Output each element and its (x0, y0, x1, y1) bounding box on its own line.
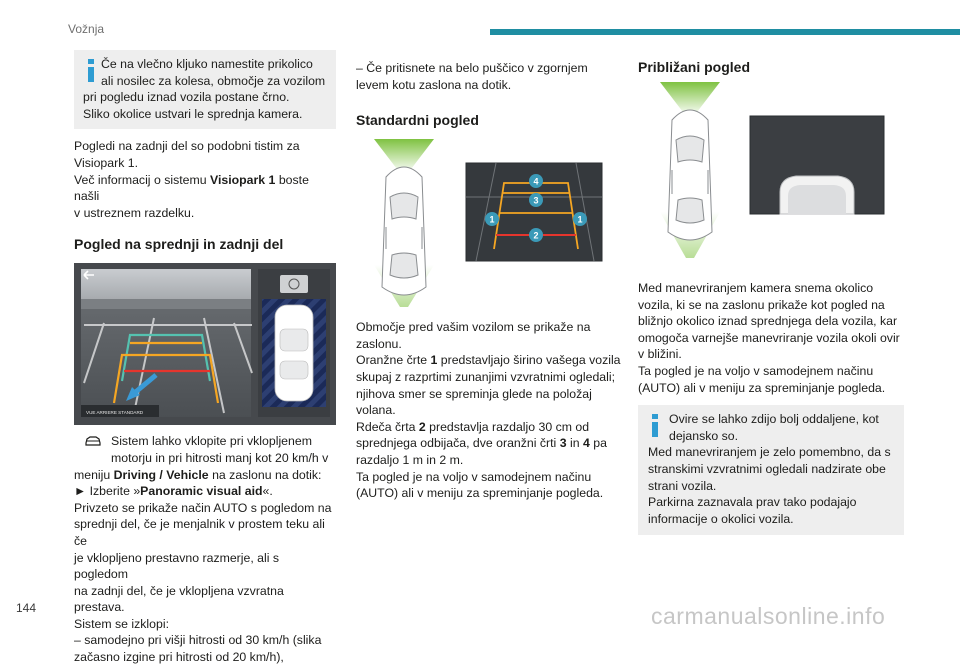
paragraph-line: v ustreznem razdelku. (74, 205, 195, 220)
paragraph-line: Rdeča črta 2 predstavlja razdaljo 30 cm od (356, 419, 590, 434)
photo-caption: VUE ARRIERE STANDARD (86, 410, 144, 416)
camera-photo-front-rear (74, 263, 336, 425)
paragraph-line: je vklopljeno prestavno razmerje, ali s pogledom (74, 550, 280, 582)
paragraph-line: skupaj z razprtimi zunanjimi vzvratnimi ogledali; (356, 369, 616, 384)
paragraph-line: Sistem se izklopi: (74, 616, 169, 631)
activation-text (74, 433, 336, 450)
paragraph-line: Pogledi na zadnji del so podobni tistim za (74, 139, 300, 154)
watermark: carmanualsonline.info (651, 603, 886, 629)
info-icon (84, 58, 98, 82)
paragraph-line: (AUTO) ali v meniju za spreminjanje pogleda. (638, 380, 886, 395)
zoomed-view-diagram (638, 82, 904, 260)
header-accent-bar (490, 29, 960, 35)
column-right (638, 58, 904, 535)
paragraph-line: Privzeto se prikaže način AUTO s pogledom na (74, 500, 332, 515)
info-line: strani vozila. (648, 478, 717, 493)
marker-label: 1 (577, 214, 583, 225)
paragraph-line: (AUTO) ali v meniju za spreminjanje pogleda. (356, 486, 604, 501)
paragraph-line: v bližini. (638, 347, 682, 362)
paragraph-line: – samodejno pri višji hitrosti od 30 km/h (slika (74, 633, 322, 648)
marker-label: 1 (489, 214, 495, 225)
car-icon (84, 435, 102, 447)
paragraph-line: Več informacij o sistemu Visiopark 1 boste našli (74, 172, 309, 204)
info-line: Sliko okolice ustvari le sprednja kamera. (83, 106, 303, 121)
marker-label: 2 (533, 230, 539, 241)
info-box-obstacles (638, 405, 904, 535)
header-title: Vožnja (68, 22, 105, 36)
paragraph-line: omogoča varnejše manevriranje vozila okoli ovir (638, 330, 900, 345)
paragraph-line: Ta pogled je na voljo v samodejnem načinu (356, 469, 592, 484)
section-heading: Približani pogled (638, 59, 751, 75)
info-line: dejansko so. (669, 428, 739, 443)
standard-view-diagram (356, 137, 621, 313)
paragraph-line: Oranžne črte 1 predstavljajo širino vašega vozila (356, 353, 621, 368)
marker-label: 4 (533, 176, 539, 187)
info-line: ali nosilec za kolesa, območje za vozilom (101, 73, 326, 88)
paragraph-line: levem kotu zaslona na dotik. (356, 77, 512, 92)
info-line: informacije o okolici vozila. (648, 511, 794, 526)
info-line: Parkirna zaznavala prav tako podajajo (648, 495, 857, 510)
column-middle (356, 60, 621, 502)
paragraph-line: Sistem lahko vklopite pri vklopljenem (111, 434, 312, 449)
paragraph-line: Visiopark 1. (74, 155, 139, 170)
section-heading: Standardni pogled (356, 112, 479, 129)
info-line: pri pogledu iznad vozila postane črno. (83, 90, 290, 105)
paragraph-line: na zadnji del, če je vklopljena vzvratna prestava. (74, 583, 284, 615)
paragraph-line: začasno izgine pri hitrosti od 20 km/h), (74, 650, 284, 665)
paragraph-line: – Če pritisnete na belo puščico v zgornjem (356, 61, 588, 75)
paragraph-line: motorju in pri hitrosti manj kot 20 km/h v (111, 450, 329, 465)
paragraph-line: bližnjo okolico iznad sprednjega dela vozila, kar (638, 314, 898, 329)
section-heading: Pogled na sprednji in zadnji del (74, 236, 284, 253)
paragraph-line: Med manevriranjem kamera snema okolico (638, 281, 874, 295)
info-line: Če na vlečno kljuko namestite prikolico (101, 57, 313, 71)
paragraph-line: Območje pred vašim vozilom se prikaže na (356, 320, 591, 335)
paragraph-line: volana. (356, 403, 396, 418)
paragraph-line: Ta pogled je na voljo v samodejnem načinu (638, 363, 874, 378)
paragraph-line: zaslonu. (356, 336, 402, 351)
marker-label: 3 (533, 195, 539, 206)
info-line: stranskimi vzvratnimi ogledali nadzirate obe (648, 461, 886, 476)
paragraph-line: vozila, ki se na zaslonu prikaže kot pogled na (638, 297, 885, 312)
paragraph-line: razdaljo 1 m in 2 m. (356, 452, 464, 467)
info-line: Ovire se lahko zdijo bolj oddaljene, kot (669, 412, 879, 427)
page-number: 144 (16, 601, 37, 615)
paragraph-line: ► Izberite »Panoramic visual aid«. (74, 484, 273, 499)
info-line: Med manevriranjem je zelo pomembno, da s (648, 445, 891, 460)
paragraph-line: njihova smer se spreminja glede na položaj (356, 386, 592, 401)
info-icon (648, 413, 662, 437)
column-left (74, 50, 336, 666)
paragraph-line: sprednji del, če je menjalnik v prostem teku ali če (74, 517, 325, 548)
info-box-trailer (74, 50, 336, 129)
paragraph-line: meniju Driving / Vehicle na zaslonu na dotik: (74, 467, 322, 482)
paragraph-line: sprednjega odbijača, dve oranžni črti 3 in 4 pa (356, 436, 607, 451)
